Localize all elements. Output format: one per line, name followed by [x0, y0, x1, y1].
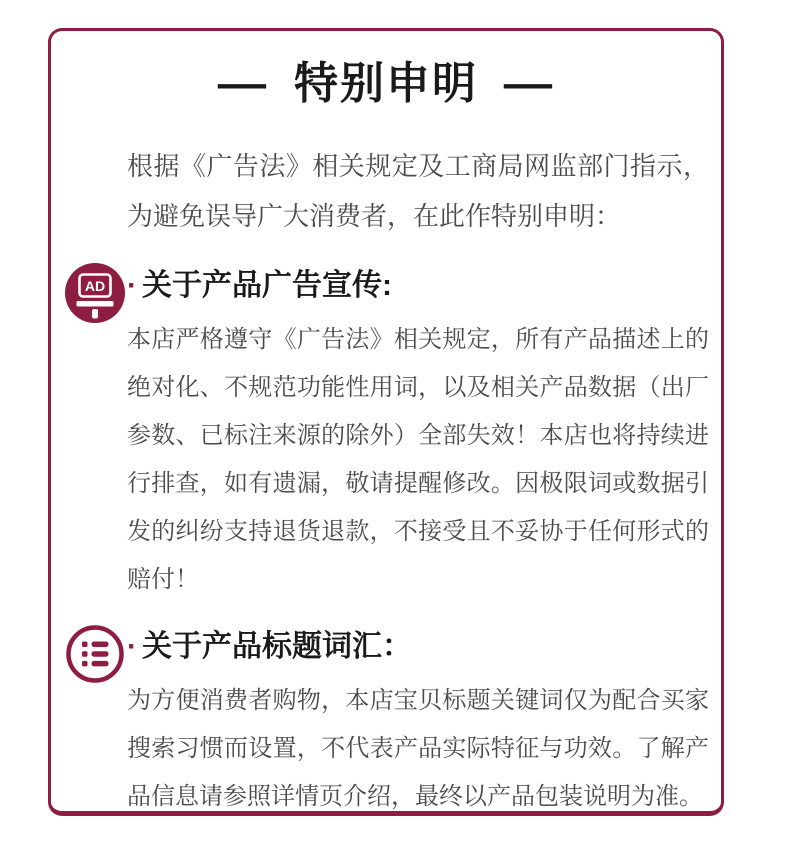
section-heading-keywords-text: 关于产品标题词汇：	[142, 630, 412, 663]
section-heading-ad	[127, 267, 709, 305]
intro-text: 根据《广告法》相关规定及工商局网监部门指示，为避免误导广大消费者，在此作特别申明：	[127, 151, 709, 231]
title-right-dash: —	[503, 59, 555, 108]
section-title-keywords	[127, 628, 709, 821]
page-title	[51, 59, 721, 109]
heading-bullet: ·	[127, 269, 137, 302]
ad-billboard-icon	[65, 263, 125, 323]
section-body-ad: 本店严格遵守《广告法》相关规定，所有产品描述上的绝对化、不规范功能性用词，以及相关产品数据（出厂参数、已标注来源的除外）全部失效！本店也将持续进行排查，如有遗漏，敬请提醒修改。因极限词或数据引发的纠纷支持退货退款，不接受且不妥协于任何形式的赔付！	[127, 326, 709, 593]
bullet-list-icon	[65, 624, 125, 684]
ad-icon-label: AD	[84, 278, 106, 294]
section-heading-keywords	[127, 628, 709, 666]
section-body-keywords: 为方便消费者购物，本店宝贝标题关键词仅为配合买家搜索习惯而设置，不代表产品实际特征与功效。了解产品信息请参照详情页介绍，最终以产品包装说明为准。	[127, 687, 709, 810]
section-heading-ad-text: 关于产品广告宣传:	[142, 269, 392, 302]
section-ad-statement	[84, 267, 709, 604]
heading-bullet: ·	[127, 630, 137, 663]
page-title-text: 特别申明	[294, 59, 478, 108]
title-left-dash: —	[217, 59, 269, 108]
statement-panel	[48, 28, 724, 816]
